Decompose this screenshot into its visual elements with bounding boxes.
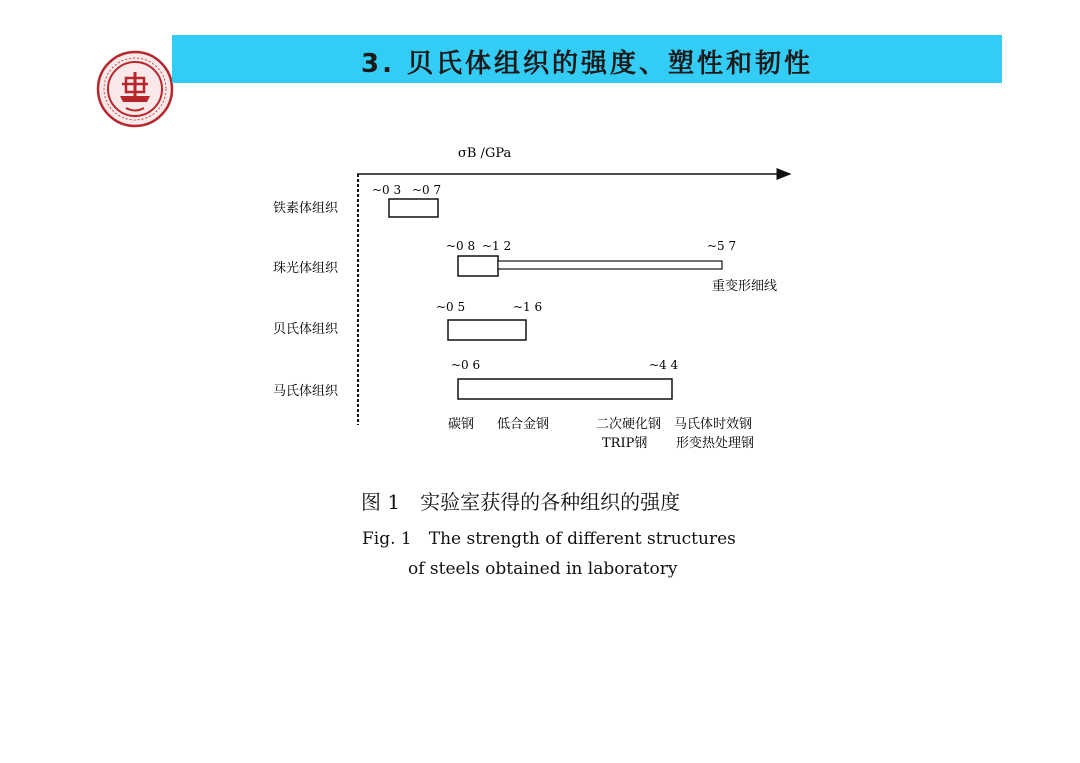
row-label-martensite: 马氏体组织 <box>273 384 339 399</box>
value-label: ~5 7 <box>707 239 737 253</box>
figure-caption-en-line1: Fig. 1 The strength of different structures <box>362 529 736 549</box>
range-bar-ferrite <box>389 199 438 217</box>
value-label: ~0 5 <box>436 300 466 314</box>
value-label: ~1 6 <box>513 300 543 314</box>
range-bar-bainite <box>448 320 526 340</box>
value-label: ~0 6 <box>451 358 481 372</box>
range-bar-pearlite <box>458 256 498 276</box>
steel-label: 碳钢 <box>448 417 475 432</box>
steel-label: 形变热处理钢 <box>676 436 755 451</box>
figure-caption-en-line2: of steels obtained in laboratory <box>408 559 678 579</box>
row-label-bainite: 贝氏体组织 <box>273 322 339 337</box>
row-label-ferrite: 铁素体组织 <box>273 201 339 216</box>
steel-label: 低合金钢 <box>497 417 550 432</box>
value-label: ~0 7 <box>412 183 442 197</box>
value-label: ~0 8 <box>446 239 476 253</box>
value-label: ~0 3 <box>372 183 402 197</box>
axis-label: σB /GPa <box>458 146 512 161</box>
pearlite-note: 重变形细线 <box>712 279 778 294</box>
row-label-pearlite: 珠光体组织 <box>273 261 339 276</box>
steel-label: 马氏体时效钢 <box>674 417 753 432</box>
steel-label: TRIP钢 <box>602 436 648 451</box>
slide-title: 3. 贝氏体组织的强度、塑性和韧性 <box>360 49 814 79</box>
range-bar-martensite <box>458 379 672 399</box>
steel-label: 二次硬化钢 <box>596 417 662 432</box>
figure-caption-cn: 图 1 实验室获得的各种组织的强度 <box>361 490 681 514</box>
range-bar-pearlite-extended <box>498 261 722 269</box>
value-label: ~4 4 <box>649 358 679 372</box>
value-label: ~1 2 <box>482 239 512 253</box>
